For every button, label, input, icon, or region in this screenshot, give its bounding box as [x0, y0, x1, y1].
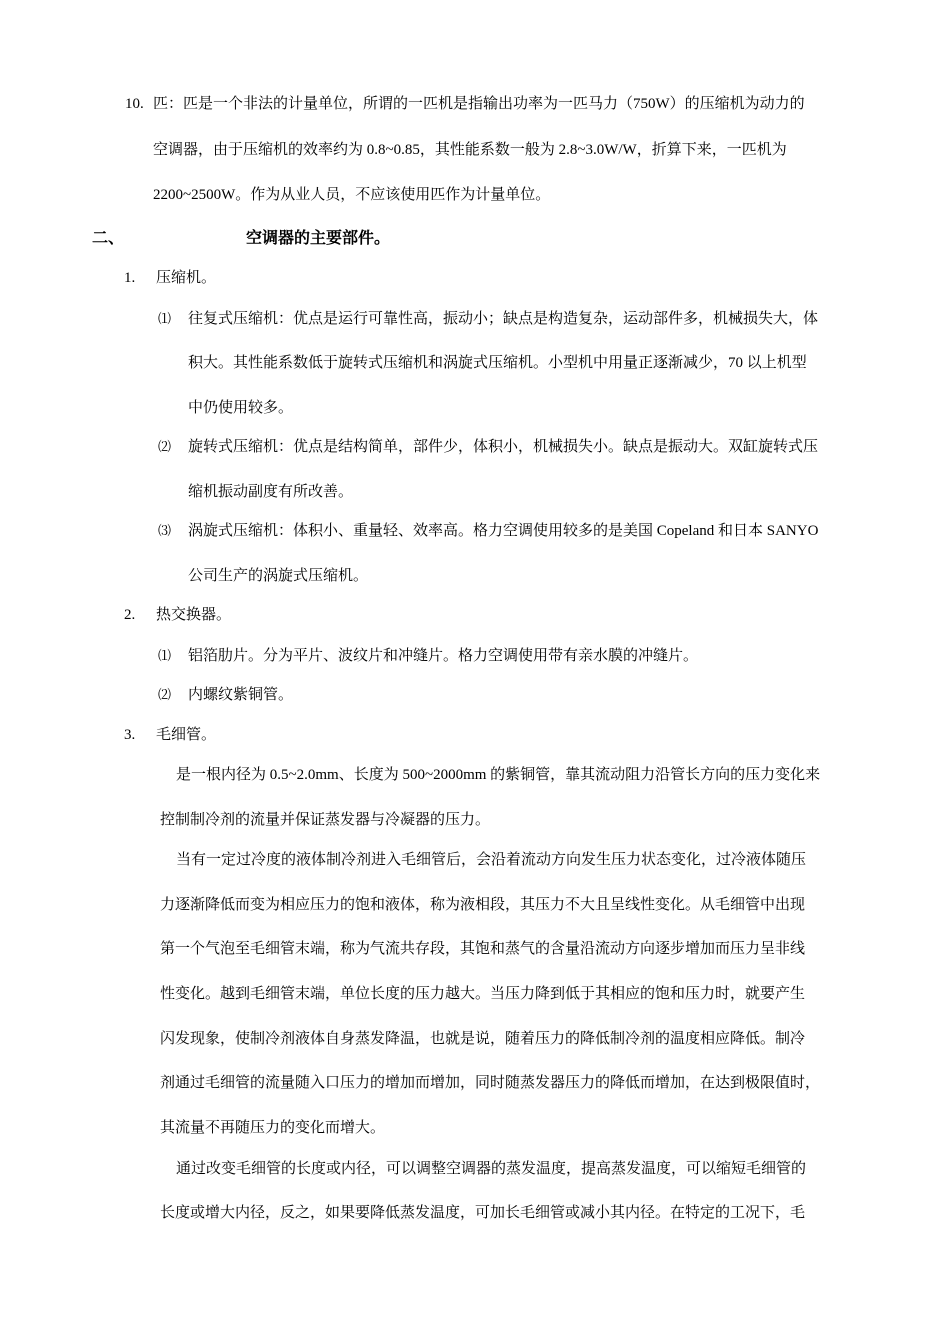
capillary-para-2-line-4: 性变化。越到毛细管末端，单位长度的压力越大。当压力降到低于其相应的饱和压力时，就要产生	[160, 986, 806, 1002]
section-2-title: 空调器的主要部件。	[246, 228, 391, 247]
capillary-para-1-line-2: 控制制冷剂的流量并保证蒸发器与冷凝器的压力。	[160, 812, 491, 828]
capillary-para-2-line-6: 剂通过毛细管的流量随入口压力的增加而增加，同时随蒸发器压力的降低而增加，在达到极限值时，	[160, 1075, 821, 1091]
capillary-para-2-line-2: 力逐渐降低而变为相应压力的饱和液体，称为液相段，其压力不大且呈线性变化。从毛细管中出现	[160, 897, 806, 913]
capillary-para-2-line-5: 闪发现象，使制冷剂液体自身蒸发降温，也就是说，随着压力的降低制冷剂的温度相应降低。制冷	[160, 1031, 806, 1047]
compressor-item-2-line-1: 旋转式压缩机：优点是结构简单，部件少，体积小，机械损失小。缺点是振动大。双缸旋转式压	[188, 439, 819, 455]
compressor-item-3-line-1: 涡旋式压缩机：体积小、重量轻、效率高。格力空调使用较多的是美国 Copeland 和日本 SANYO	[188, 523, 819, 539]
capillary-para-3-line-2: 长度或增大内径，反之，如果要降低蒸发温度，可加长毛细管或减小其内径。在特定的工况下，毛	[160, 1205, 806, 1221]
compressor-title: 压缩机。	[156, 270, 217, 286]
compressor-item-3-mark: ⑶	[158, 523, 172, 538]
heat-exchanger-item-1-line: 铝箔肋片。分为平片、波纹片和冲缝片。格力空调使用带有亲水膜的冲缝片。	[188, 648, 699, 664]
capillary-para-2-line-1: 当有一定过冷度的液体制冷剂进入毛细管后，会沿着流动方向发生压力状态变化，过冷液体随压	[176, 852, 807, 868]
compressor-item-3-line-2: 公司生产的涡旋式压缩机。	[188, 568, 369, 584]
capillary-para-2-line-7: 其流量不再随压力的变化而增大。	[160, 1120, 386, 1136]
capillary-para-1-line-1: 是一根内径为 0.5~2.0mm、长度为 500~2000mm 的紫铜管，靠其流动阻力沿管长方向的压力变化来	[176, 767, 821, 783]
item-10-line-2: 空调器，由于压缩机的效率约为 0.8~0.85，其性能系数一般为 2.8~3.0W/W，折算下来，一匹机为	[153, 142, 787, 158]
heat-exchanger-number: 2.	[124, 607, 136, 623]
capillary-number: 3.	[124, 727, 136, 743]
capillary-title: 毛细管。	[156, 727, 217, 743]
capillary-para-3-line-1: 通过改变毛细管的长度或内径，可以调整空调器的蒸发温度，提高蒸发温度，可以缩短毛细管的	[176, 1161, 807, 1177]
compressor-item-1-line-3: 中仍使用较多。	[188, 400, 294, 416]
compressor-item-2-mark: ⑵	[158, 439, 172, 454]
item-10-line-1: 匹：匹是一个非法的计量单位，所谓的一匹机是指输出功率为一匹马力（750W）的压缩机为动力的	[153, 96, 805, 112]
heat-exchanger-item-2-line: 内螺纹紫铜管。	[188, 687, 294, 703]
heat-exchanger-item-2-mark: ⑵	[158, 687, 172, 702]
compressor-item-1-line-1: 往复式压缩机：优点是运行可靠性高，振动小；缺点是构造复杂，运动部件多，机械损失大，体	[188, 311, 819, 327]
heat-exchanger-item-1-mark: ⑴	[158, 648, 172, 663]
compressor-item-1-line-2: 积大。其性能系数低于旋转式压缩机和涡旋式压缩机。小型机中用量正逐渐减少，70 以上机型	[188, 355, 807, 371]
item-10-line-3: 2200~2500W。作为从业人员，不应该使用匹作为计量单位。	[153, 187, 551, 203]
compressor-number: 1.	[124, 270, 136, 286]
section-2-number: 二、	[92, 228, 125, 247]
item-10-number: 10.	[125, 96, 144, 112]
compressor-item-1-mark: ⑴	[158, 311, 172, 326]
compressor-item-2-line-2: 缩机振动副度有所改善。	[188, 484, 354, 500]
heat-exchanger-title: 热交换器。	[156, 607, 232, 623]
capillary-para-2-line-3: 第一个气泡至毛细管末端，称为气流共存段，其饱和蒸气的含量沿流动方向逐步增加而压力呈非线	[160, 941, 806, 957]
